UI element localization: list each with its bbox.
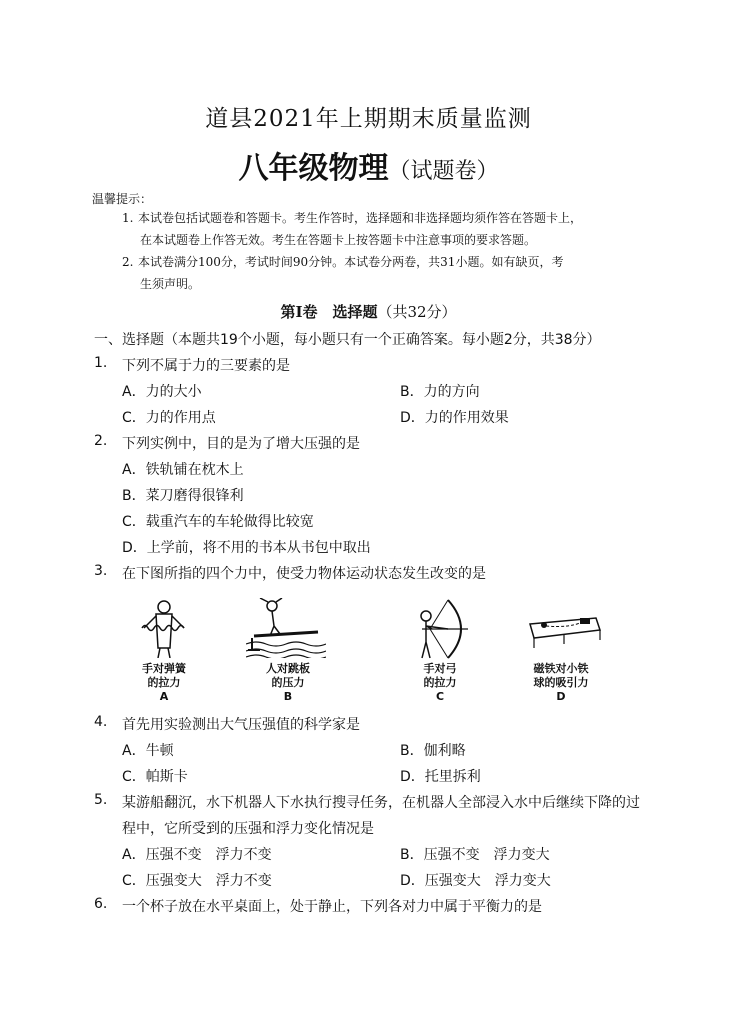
question-text: 某游船翻沉，水下机器人下水执行搜寻任务，在机器人全部浸入水中后继续下降的过 — [122, 795, 640, 811]
option-d: D．上学前，将不用的书本从书包中取出 — [122, 540, 371, 556]
option-d: D．力的作用效果 — [400, 410, 509, 426]
caption-line: 人对跳板 — [266, 662, 310, 675]
question-number: 5. — [94, 792, 108, 808]
paper-type: （试题卷） — [388, 159, 499, 184]
exam-title: 道县2021年上期期末质量监测 — [205, 106, 532, 132]
question-text-cont: 程中，它所受到的压强和浮力变化情况是 — [122, 821, 374, 837]
caption-line: 的拉力 — [423, 676, 457, 689]
question-text: 首先用实验测出大气压强值的科学家是 — [122, 717, 360, 733]
option-c: C．压强变大 浮力不变 — [122, 873, 272, 889]
option-a: A．力的大小 — [122, 384, 202, 400]
figure-letter: B — [283, 690, 293, 703]
option-c: C．力的作用点 — [122, 410, 216, 426]
tip-text: 本试卷包括试题卷和答题卡。考生作答时，选择题和非选择题均须作答在答题卡上， — [138, 211, 583, 225]
caption-line: 手对弹簧 — [142, 662, 186, 675]
bow-pull-icon — [412, 598, 470, 660]
subject-title: 八年级物理 — [238, 151, 389, 186]
question-text: 下列不属于力的三要素的是 — [122, 358, 290, 374]
figure-caption-c — [412, 662, 468, 704]
option-d: D．压强变大 浮力变大 — [400, 873, 551, 889]
section-title — [0, 301, 737, 322]
section-label: 第Ⅰ卷 选择题 — [280, 303, 378, 321]
figure-d — [520, 608, 602, 656]
tip-item-2 — [122, 251, 652, 295]
option-a: A．牛顿 — [122, 743, 174, 759]
tip-item-1 — [122, 207, 652, 251]
figure-letter: C — [435, 690, 445, 703]
figure-a — [136, 598, 192, 662]
option-a: A．压强不变 浮力不变 — [122, 847, 272, 863]
figure-caption-d — [520, 662, 602, 704]
figure-letter: D — [556, 690, 566, 703]
question-number: 2. — [94, 433, 108, 449]
tip-number: 1. — [122, 211, 134, 225]
question-text: 下列实例中，目的是为了增大压强的是 — [122, 436, 360, 452]
caption-line: 磁铁对小铁 — [533, 662, 589, 675]
question-text: 在下图所指的四个力中，使受力物体运动状态发生改变的是 — [122, 566, 486, 582]
question-text: 一个杯子放在水平桌面上，处于静止，下列各对力中属于平衡力的是 — [122, 899, 542, 915]
figure-letter: A — [159, 690, 169, 703]
part-one-heading: 一、选择题（本题共19个小题，每小题只有一个正确答案。每小题2分，共38分） — [94, 332, 601, 348]
caption-line: 球的吸引力 — [533, 676, 589, 689]
diving-board-icon — [246, 598, 326, 658]
option-c: C．帕斯卡 — [122, 769, 188, 785]
question-number: 6. — [94, 896, 108, 912]
question-number: 3. — [94, 563, 108, 579]
caption-line: 手对弓 — [423, 662, 457, 675]
figure-caption-b — [256, 662, 320, 704]
caption-line: 的拉力 — [147, 676, 181, 689]
figure-caption-a — [136, 662, 192, 704]
option-b: B．菜刀磨得很锋利 — [122, 488, 244, 504]
tips-heading: 温馨提示： — [92, 192, 153, 206]
section-score: （共32分） — [377, 303, 457, 321]
figure-c — [412, 598, 470, 664]
question-number: 4. — [94, 714, 108, 730]
option-c: C．载重汽车的车轮做得比较宽 — [122, 514, 314, 530]
figure-b — [246, 598, 326, 662]
option-b: B．力的方向 — [400, 384, 480, 400]
caption-line: 的压力 — [271, 676, 305, 689]
option-d: D．托里拆利 — [400, 769, 481, 785]
tip-text-cont: 生须声明。 — [140, 277, 201, 291]
option-a: A．铁轨铺在枕木上 — [122, 462, 244, 478]
option-b: B．压强不变 浮力变大 — [400, 847, 550, 863]
question-number: 1. — [94, 355, 108, 371]
tip-number: 2. — [122, 255, 134, 269]
magnet-ball-icon — [520, 608, 602, 652]
tip-text-cont: 在本试题卷上作答无效。考生在答题卡上按答题卡中注意事项的要求答题。 — [140, 233, 537, 247]
tip-text: 本试卷满分100分，考试时间90分钟。本试卷分两卷，共31小题。如有缺页，考 — [138, 255, 564, 269]
exam-subtitle — [0, 143, 737, 187]
spring-pull-icon — [136, 598, 192, 658]
option-b: B．伽利略 — [400, 743, 466, 759]
